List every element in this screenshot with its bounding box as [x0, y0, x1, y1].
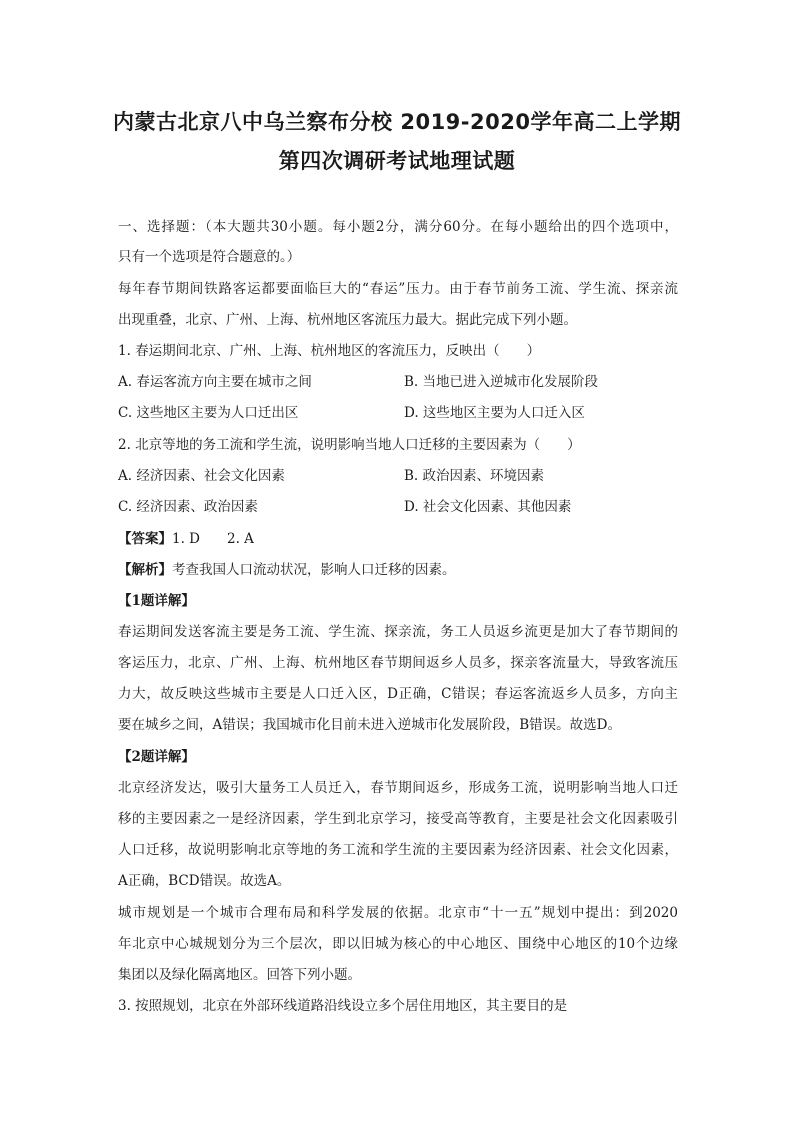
detail-2-label: 【2题详解】 — [118, 749, 195, 765]
answer-line — [118, 530, 254, 548]
detail-2-line4: A正确，BCD错误。故选A。 — [118, 873, 291, 889]
detail-2-line2: 移的主要因素之一是经济因素，学生到北京学习，接受高等教育，主要是社会文化因素吸引 — [118, 811, 678, 827]
exam-title-line2: 第四次调研考试地理试题 — [278, 149, 516, 173]
question-2-option-d: D. 社会文化因素、其他因素 — [404, 499, 572, 515]
detail-2-line1: 北京经济发达，吸引大量务工人员迁入，春节期间返乡，形成务工流，说明影响当地人口迁 — [118, 780, 678, 796]
passage2-line2: 年北京中心城规划分为三个层次，即以旧城为核心的中心地区、围绕中心地区的10个边缘 — [118, 936, 678, 952]
question-1-option-c: C. 这些地区主要为人口迁出区 — [118, 405, 299, 421]
exam-title-line1: 内蒙古北京八中乌兰察布分校 2019-2020学年高二上学期 — [113, 110, 681, 134]
detail-1-line3: 力大，故反映这些城市主要是人口迁入区，D正确，C错误；春运客流返乡人员多，方向主 — [118, 686, 678, 702]
passage2-line1: 城市规划是一个城市合理布局和科学发展的依据。北京市“十一五”规划中提出：到2020 — [118, 905, 678, 921]
question-2-option-c: C. 经济因素、政治因素 — [118, 499, 258, 515]
passage1-line2: 出现重叠，北京、广州、上海、杭州地区客流压力最大。据此完成下列小题。 — [118, 312, 577, 328]
question-2-option-b: B. 政治因素、环境因素 — [404, 468, 545, 484]
analysis-text: 考查我国人口流动状况，影响人口迁移的因素。 — [172, 562, 456, 578]
detail-1-line4: 要在城乡之间，A错误；我国城市化目前未进入逆城市化发展阶段，B错误。故选D。 — [118, 717, 621, 733]
question-2-stem: 2. 北京等地的务工流和学生流，说明影响当地人口迁移的主要因素为（ ） — [118, 437, 581, 453]
question-1-stem: 1. 春运期间北京、广州、上海、杭州地区的客流压力，反映出（ ） — [118, 343, 541, 359]
detail-1-line1: 春运期间发送客流主要是务工流、学生流、探亲流，务工人员返乡流更是加大了春节期间的 — [118, 624, 678, 640]
section-instructions-line2: 只有一个选项是符合题意的。） — [118, 249, 301, 265]
answer-label: 【答案】 — [118, 531, 172, 547]
question-3-stem: 3. 按照规划，北京在外部环线道路沿线设立多个居住用地区，其主要目的是 — [118, 998, 568, 1014]
passage2-line3: 集团以及绿化隔离地区。回答下列小题。 — [118, 967, 361, 983]
analysis-line — [118, 561, 456, 579]
question-1-option-d: D. 这些地区主要为人口迁入区 — [404, 405, 585, 421]
detail-2-line3: 人口迁移，故说明影响北京等地的务工流和学生流的主要因素为经济因素、社会文化因素， — [118, 842, 678, 858]
passage1-line1: 每年春节期间铁路客运都要面临巨大的“春运”压力。由于春节前务工流、学生流、探亲流 — [118, 281, 678, 297]
analysis-label: 【解析】 — [118, 562, 172, 578]
detail-1-label: 【1题详解】 — [118, 593, 195, 609]
question-1-option-b: B. 当地已进入逆城市化发展阶段 — [404, 374, 599, 390]
section-instructions-line1: 一、选择题：（本大题共30小题。每小题2分，满分60分。在每小题给出的四个选项中， — [118, 219, 678, 235]
question-1-option-a: A. 春运客流方向主要在城市之间 — [118, 374, 312, 390]
question-2-option-a: A. 经济因素、社会文化因素 — [118, 468, 285, 484]
answer-text: 1. D 2. A — [172, 531, 254, 547]
detail-1-line2: 客运压力，北京、广州、上海、杭州地区春节期间返乡人员多，探亲客流量大，导致客流压 — [118, 655, 678, 671]
